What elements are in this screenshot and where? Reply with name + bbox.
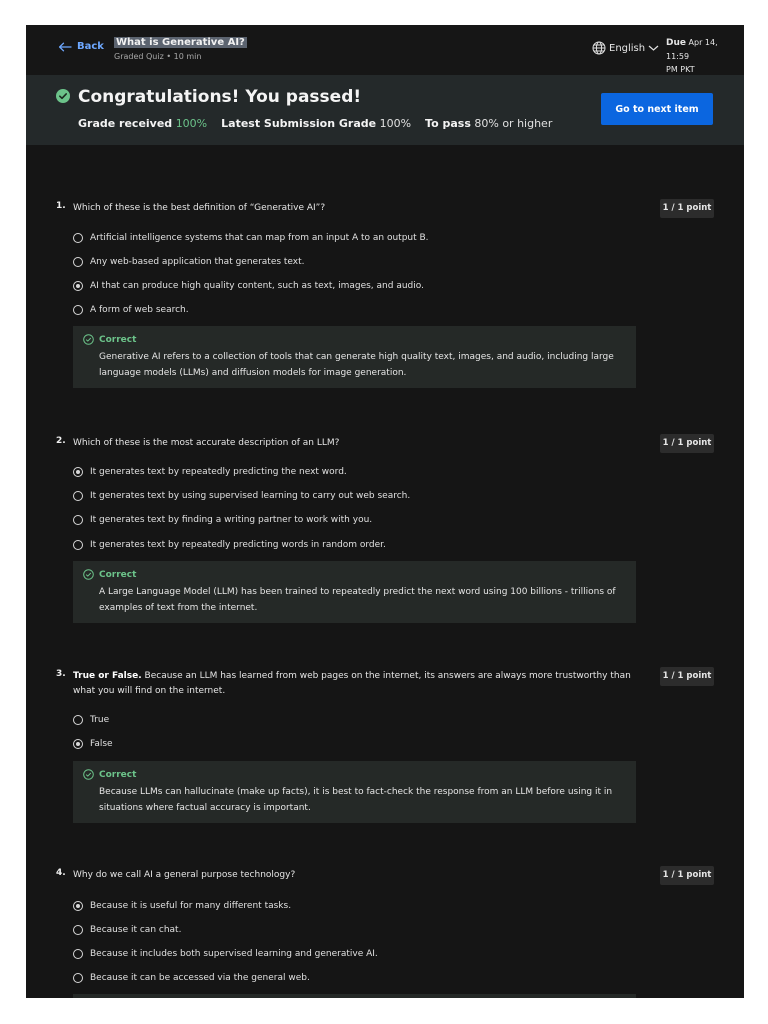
language-label: English [609, 42, 646, 54]
option-label: It generates text by repeatedly predicting words in random order. [90, 540, 386, 550]
answer-option[interactable] [73, 946, 378, 962]
answer-option[interactable] [73, 488, 410, 504]
radio-button[interactable] [73, 233, 83, 243]
chevron-down-icon [648, 44, 659, 52]
due-date [666, 36, 742, 76]
radio-button[interactable] [73, 973, 83, 983]
feedback-box [73, 994, 636, 998]
answer-option[interactable] [73, 254, 305, 270]
pass-title: Congratulations! You passed! [78, 87, 362, 107]
option-label: It generates text by repeatedly predicting the next word. [90, 467, 347, 477]
option-label: Because it can be accessed via the general web. [90, 973, 310, 983]
option-label: Because it includes both supervised learning and generative AI. [90, 949, 378, 959]
check-circle-outline-icon [83, 769, 94, 780]
quiz-page [26, 25, 744, 998]
radio-button[interactable] [73, 949, 83, 959]
radio-button[interactable] [73, 925, 83, 935]
question-text: Why do we call AI a general purpose technology? [73, 870, 296, 880]
feedback-text: Because LLMs can hallucinate (make up facts), it is best to fact-check the response from an LLM before using it in situations where factual accuracy is important. [99, 787, 613, 813]
radio-button[interactable] [73, 305, 83, 315]
question-text-body: Because an LLM has learned from web pages on the internet, its answers are always more trustworthy than what you will find on the internet. [73, 671, 631, 696]
answer-option[interactable] [73, 970, 310, 986]
answer-option[interactable] [73, 736, 113, 752]
grade-label: Grade received [78, 117, 173, 130]
language-selector[interactable] [592, 41, 659, 55]
answer-option[interactable] [73, 922, 181, 938]
radio-button[interactable] [73, 491, 83, 501]
feedback-text: Generative AI refers to a collection of tools that can generate high quality text, images, and audio, including large language models (LLMs) and diffusion models for image generation. [99, 352, 614, 378]
back-button[interactable] [58, 41, 104, 52]
check-circle-icon [56, 89, 70, 103]
answer-option[interactable] [73, 230, 429, 246]
option-label: AI that can produce high quality content, such as text, images, and audio. [90, 281, 424, 291]
feedback-header [83, 769, 136, 780]
feedback-title: Correct [99, 334, 137, 345]
grade-value: 100% [175, 117, 208, 130]
option-label: It generates text by finding a writing partner to work with you. [90, 515, 373, 525]
feedback-box [73, 561, 636, 623]
top-bar [26, 25, 744, 75]
latest-grade-label: Latest Submission Grade [221, 117, 377, 130]
points-badge: 1 / 1 point [660, 434, 714, 453]
question-number: 4. [56, 868, 66, 878]
arrow-left-icon [58, 42, 72, 52]
check-circle-outline-icon [83, 569, 94, 580]
grade-summary [78, 117, 552, 130]
feedback-title: Correct [99, 569, 137, 580]
radio-button[interactable] [73, 515, 83, 525]
latest-grade-value: 100% [379, 117, 412, 130]
question-number: 3. [56, 669, 66, 679]
radio-button[interactable] [73, 540, 83, 550]
go-to-next-item-button[interactable]: Go to next item [601, 93, 713, 125]
option-label: Any web-based application that generates text. [90, 257, 305, 267]
quiz-title: What is Generative AI? [116, 37, 245, 48]
due-timezone: PM PKT [666, 65, 695, 74]
answer-option[interactable] [73, 278, 424, 294]
feedback-header [83, 569, 136, 580]
answer-option[interactable] [73, 512, 372, 528]
option-label: False [90, 739, 113, 749]
answer-option[interactable] [73, 464, 347, 480]
option-label: Because it can chat. [90, 925, 182, 935]
question-text [73, 669, 633, 699]
option-label: A form of web search. [90, 305, 189, 315]
due-date-value: Apr 14, 11:59 [666, 38, 718, 61]
feedback-box [73, 761, 636, 823]
option-label: Because it is useful for many different tasks. [90, 901, 292, 911]
check-circle-outline-icon [83, 334, 94, 345]
question-text: Which of these is the most accurate description of an LLM? [73, 438, 340, 448]
result-banner [26, 75, 744, 145]
pass-threshold-value: 80% or higher [474, 117, 553, 130]
radio-button[interactable] [73, 257, 83, 267]
radio-button-selected[interactable] [73, 467, 83, 477]
answer-option[interactable] [73, 302, 189, 318]
feedback-title: Correct [99, 769, 137, 780]
feedback-header [83, 334, 136, 345]
radio-button-selected[interactable] [73, 281, 83, 291]
points-badge: 1 / 1 point [660, 667, 714, 686]
globe-icon [592, 41, 606, 55]
question-number: 1. [56, 201, 66, 211]
feedback-text: A Large Language Model (LLM) has been trained to repeatedly predict the next word using 100 billions - trillions of examples of text from the internet. [99, 587, 616, 613]
back-label: Back [77, 41, 104, 52]
answer-option[interactable] [73, 712, 109, 728]
radio-button[interactable] [73, 715, 83, 725]
radio-button-selected[interactable] [73, 901, 83, 911]
question-number: 2. [56, 436, 66, 446]
option-label: Artificial intelligence systems that can map from an input A to an output B. [90, 233, 429, 243]
question-text: Which of these is the best definition of “Generative AI”? [73, 203, 326, 213]
answer-option[interactable] [73, 537, 386, 553]
points-badge: 1 / 1 point [660, 866, 714, 885]
question-text-bold: True or False. [73, 671, 142, 681]
radio-button-selected[interactable] [73, 739, 83, 749]
points-badge: 1 / 1 point [660, 199, 714, 218]
answer-option[interactable] [73, 898, 291, 914]
feedback-box [73, 326, 636, 388]
option-label: It generates text by using supervised learning to carry out web search. [90, 491, 411, 501]
due-label: Due [666, 38, 686, 48]
pass-threshold-label: To pass [425, 117, 471, 130]
quiz-meta: Graded Quiz • 10 min [114, 52, 202, 61]
option-label: True [90, 715, 110, 725]
